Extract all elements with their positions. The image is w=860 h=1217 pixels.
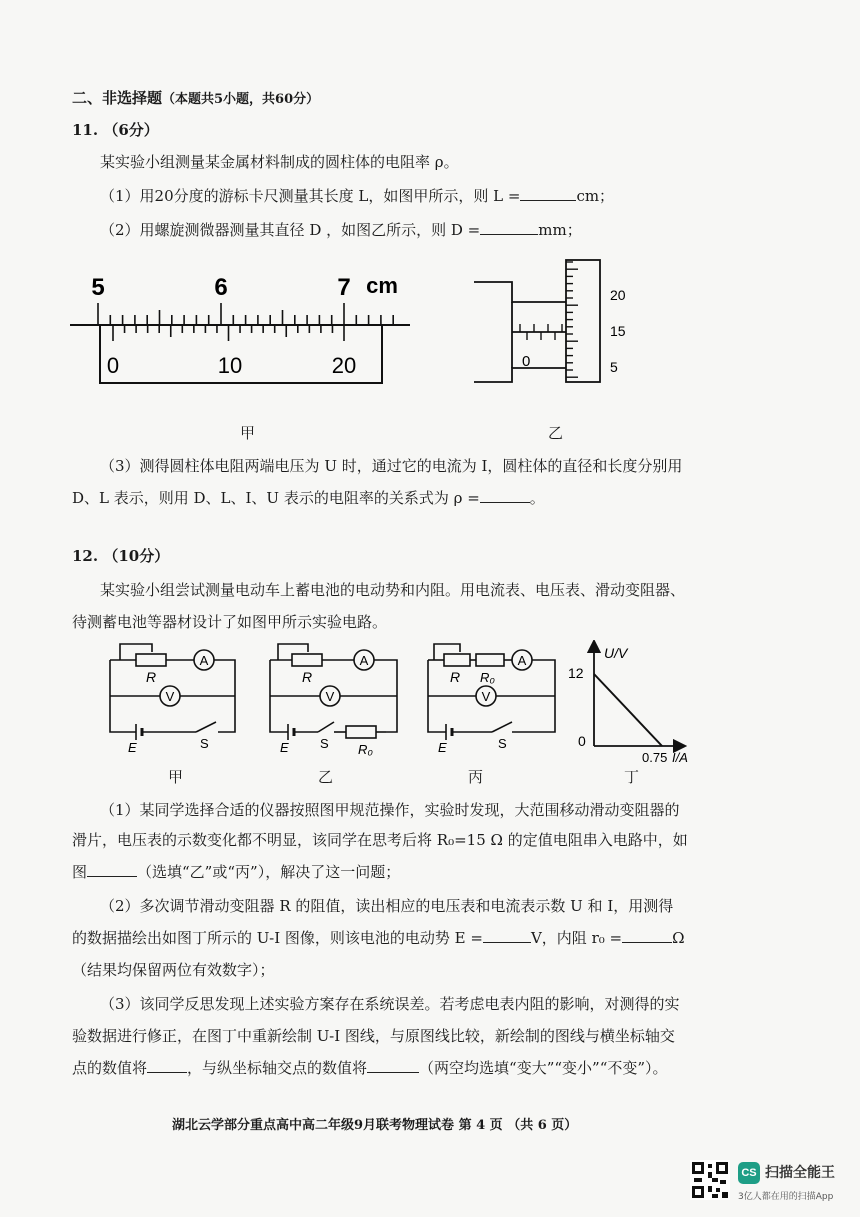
q12-x-intercept-blank[interactable] xyxy=(147,1058,187,1073)
section-title-text: 二、非选择题 xyxy=(72,89,163,107)
q12-part3-line2: 验数据进行修正，在图丁中重新绘制 U-I 图线，与原图线比较，新绘制的图线与横坐标轴交 xyxy=(72,1027,675,1045)
battery-label: E xyxy=(128,740,137,755)
micrometer-frame-bottom xyxy=(474,368,566,382)
camscanner-name: 扫描全能王 xyxy=(765,1165,835,1181)
circuit-yi xyxy=(262,640,407,760)
ammeter-label: A xyxy=(359,653,369,668)
vernier-label-0: 0 xyxy=(106,353,120,378)
switch-S xyxy=(492,722,512,732)
rheostat-slider xyxy=(278,644,308,660)
q12-part2-mid: V，内阻 r₀ = xyxy=(530,929,623,947)
ammeter-label: A xyxy=(199,653,209,668)
camscanner-tagline: 3亿人都在用的扫描App xyxy=(738,1192,834,1202)
thimble-label-20: 20 xyxy=(610,287,626,303)
rheostat-slider xyxy=(434,644,460,660)
resistor-R0-label: R₀ xyxy=(358,742,373,757)
vernier-scale-ticks xyxy=(113,325,344,341)
battery-label: E xyxy=(438,740,447,755)
ui-line xyxy=(594,674,662,746)
graph-ylabel: U/V xyxy=(604,645,628,661)
q12-part2-line1: （2）多次调节滑动变阻器 R 的阻值，读出相应的电压表和电流表示数 U 和 I，用测得 xyxy=(100,897,674,915)
q11-score: （6分） xyxy=(103,121,159,139)
switch-label: S xyxy=(498,736,507,751)
micrometer-figure xyxy=(470,256,640,386)
main-label-6: 6 xyxy=(214,274,228,301)
rheostat-R xyxy=(136,654,166,666)
switch-label: S xyxy=(320,736,329,751)
main-label-7: 7 xyxy=(337,274,351,301)
main-label-unit: cm xyxy=(366,273,398,298)
camscanner-badge-icon: CS xyxy=(738,1162,760,1184)
rheostat-label: R xyxy=(302,669,313,685)
switch-label: S xyxy=(200,736,209,751)
vernier-caliper-figure xyxy=(60,265,420,395)
q12-part3-end: （两空均选填“变大”“变小”“不变”）。 xyxy=(419,1059,668,1077)
q11-part3-line1: （3）测得圆柱体电阻两端电压为 U 时，通过它的电流为 I，圆柱体的直径和长度分别用 xyxy=(100,457,683,475)
resistor-R0-label: R₀ xyxy=(480,670,495,685)
q12-part3-mid: ，与纵坐标轴交点的数值将 xyxy=(187,1059,368,1077)
q11-part2-text: （2）用螺旋测微器测量其直径 D ，如图乙所示，则 D = xyxy=(100,221,481,239)
q12-part1-text: 图 xyxy=(72,863,88,881)
q11-part2-blank[interactable] xyxy=(480,220,538,235)
graph-origin: 0 xyxy=(578,733,586,749)
thimble-label-15: 15 xyxy=(610,323,626,339)
rheostat-label: R xyxy=(146,669,157,685)
graph-y-intercept: 12 xyxy=(568,665,584,681)
circuit-jia xyxy=(100,640,245,760)
q11-part2-unit: mm； xyxy=(538,221,582,239)
q11-number: 11. xyxy=(72,121,99,139)
graph-xlabel: I/A xyxy=(672,750,688,765)
rheostat-label: R xyxy=(450,669,461,685)
q11-part1-text: （1）用20分度的游标卡尺测量其长度 L，如图甲所示，则 L = xyxy=(100,187,521,205)
q11-part1-unit: cm； xyxy=(576,187,615,205)
micrometer-caption: 乙 xyxy=(548,424,564,442)
rheostat-R xyxy=(444,654,470,666)
graph-caption: 丁 xyxy=(624,768,640,786)
q12-intro-line1: 某实验小组尝试测量电动车上蓄电池的电动势和内阻。用电流表、电压表、滑动变阻器、 xyxy=(100,581,686,599)
q11-intro: 某实验小组测量某金属材料制成的圆柱体的电阻率 ρ。 xyxy=(100,153,459,171)
resistor-R0 xyxy=(346,726,376,738)
circuit-jia-caption: 甲 xyxy=(168,768,184,786)
circuit-bing-caption: 丙 xyxy=(468,768,484,786)
resistor-R0 xyxy=(476,654,504,666)
q12-part3-text: 点的数值将 xyxy=(72,1059,148,1077)
voltmeter-label: V xyxy=(481,689,491,704)
q12-part1-end: （选填“乙”或“丙”），解决了这一问题； xyxy=(137,863,401,881)
ui-graph-ding xyxy=(568,640,688,770)
page-footer: 湖北云学部分重点高中高二年级9月联考物理试卷 第 4 页 （共 6 页） xyxy=(172,1118,578,1133)
q11-part1-blank[interactable] xyxy=(520,186,576,201)
switch-S xyxy=(318,722,334,732)
q12-header xyxy=(72,546,169,566)
sleeve-zero-label: 0 xyxy=(522,353,531,370)
q11-part3-blank[interactable] xyxy=(480,488,530,503)
section-note: （本题共5小题，共60分） xyxy=(162,92,320,107)
q12-number: 12. xyxy=(72,547,99,565)
q12-part3-line3 xyxy=(72,1058,668,1078)
circuit-bing xyxy=(420,640,565,760)
q12-part2-text: 的数据描绘出如图丁所示的 U-I 图像，则该电池的电动势 E = xyxy=(72,929,483,947)
vernier-label-10: 10 xyxy=(217,353,243,378)
section-title xyxy=(72,88,319,110)
q12-part2-unit: Ω xyxy=(672,929,685,947)
q11-part2 xyxy=(100,220,582,240)
q12-part3-line1: （3）该同学反思发现上述实验方案存在系统误差。若考虑电表内阻的影响，对测得的实 xyxy=(100,995,680,1013)
main-scale-ticks xyxy=(98,303,393,325)
thimble-label-5: 5 xyxy=(610,359,618,375)
q11-part3-text: D、L 表示，则用 D、L、I、U 表示的电阻率的关系式为 ρ = xyxy=(72,489,480,507)
main-label-5: 5 xyxy=(91,274,105,301)
voltmeter-label: V xyxy=(165,689,175,704)
q12-intro-line2: 待测蓄电池等器材设计了如图甲所示实验电路。 xyxy=(72,613,388,631)
q12-part1-line2: 滑片，电压表的示数变化都不明显，该同学在思考后将 R₀=15 Ω 的定值电阻串入电路中，如 xyxy=(72,831,688,849)
q12-score: （10分） xyxy=(103,547,170,565)
battery-label: E xyxy=(280,740,289,755)
q11-part3-line2 xyxy=(72,488,545,508)
q11-part1 xyxy=(100,186,614,206)
vernier-label-20: 20 xyxy=(331,353,357,378)
q12-part2-line3: （结果均保留两位有效数字）； xyxy=(72,961,275,979)
rheostat-R xyxy=(292,654,322,666)
q12-part1-line3 xyxy=(72,862,400,882)
q12-part1-blank[interactable] xyxy=(87,862,137,877)
q12-part1-line1: （1）某同学选择合适的仪器按照图甲规范操作，实验时发现，大范围移动滑动变阻器的 xyxy=(100,801,680,819)
q12-emf-blank[interactable] xyxy=(483,928,531,943)
switch-S xyxy=(196,722,216,732)
voltmeter-label: V xyxy=(325,689,335,704)
qr-code-icon xyxy=(690,1160,730,1200)
circuit-yi-caption: 乙 xyxy=(318,768,334,786)
caliper-caption: 甲 xyxy=(240,424,256,442)
thimble-ticks xyxy=(566,262,578,377)
graph-x-intercept: 0.75 xyxy=(642,750,668,765)
q12-resistance-blank[interactable] xyxy=(622,928,672,943)
ammeter-label: A xyxy=(517,653,527,668)
q12-y-intercept-blank[interactable] xyxy=(367,1058,419,1073)
thimble xyxy=(566,260,600,382)
q12-part2-line2 xyxy=(72,928,685,948)
q11-header xyxy=(72,120,159,140)
micrometer-frame-top xyxy=(474,282,566,302)
q11-part3-end: 。 xyxy=(529,489,545,507)
